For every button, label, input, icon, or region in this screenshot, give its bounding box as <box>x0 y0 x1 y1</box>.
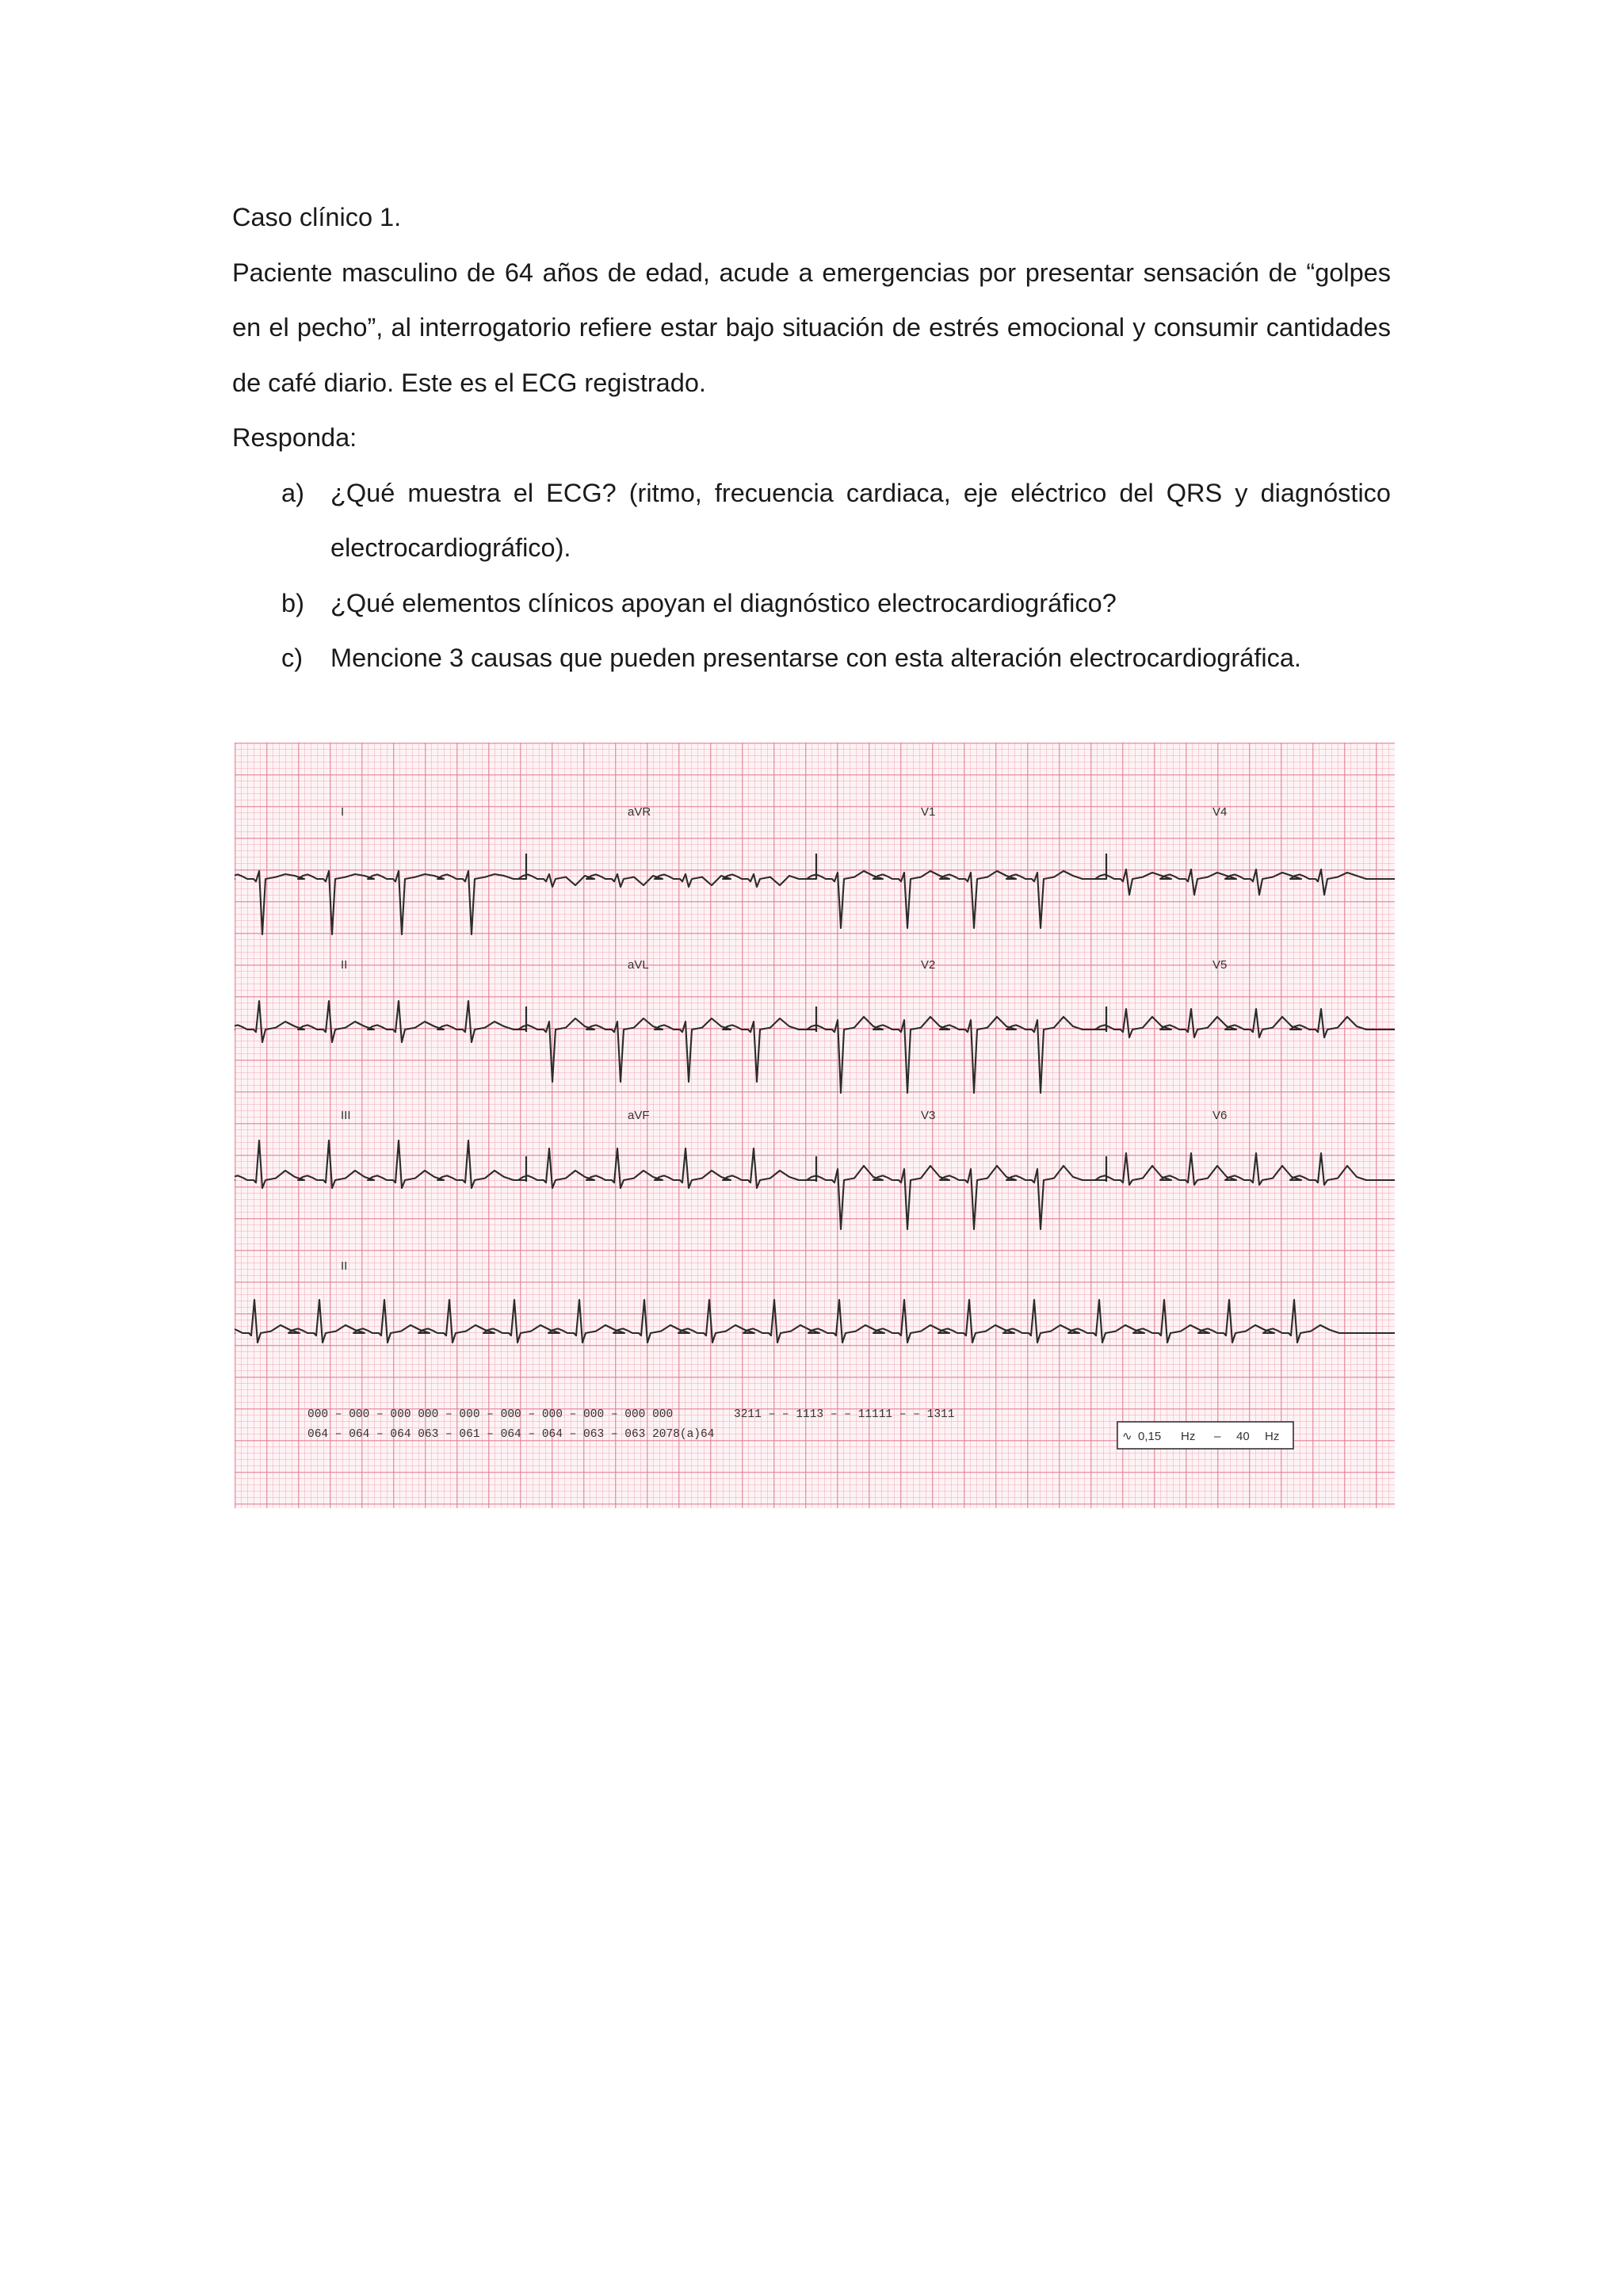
question-text: Mencione 3 causas que pueden presentarse con esta alteración electrocardiográfica. <box>330 644 1301 672</box>
filter-high-value: 40 <box>1236 1430 1250 1443</box>
question-item <box>232 576 1391 632</box>
case-title: Caso clínico 1. <box>232 203 402 231</box>
ecg-image <box>235 743 1395 1508</box>
instruction: Responda: <box>232 423 357 452</box>
lead-label-iii: III <box>341 1109 351 1122</box>
question-marker: c) <box>281 644 304 672</box>
lead-label-v1: V1 <box>921 805 936 819</box>
lead-label-v3: V3 <box>921 1109 936 1122</box>
filter-low-unit: Hz <box>1181 1430 1196 1443</box>
lead-label-avr: aVR <box>628 805 651 819</box>
question-marker: a) <box>281 478 304 507</box>
ecg-code-line-3: 3211 – – 1113 – – 11111 – – 1311 <box>734 1408 955 1421</box>
lead-label-avf: aVF <box>628 1109 650 1122</box>
filter-dash: – <box>1214 1430 1221 1443</box>
ecg-trace-row-4 <box>235 1300 1395 1343</box>
question-text: ¿Qué elementos clínicos apoyan el diagnóstico electrocardiográfico? <box>330 588 1117 617</box>
ecg-trace-row-2 <box>235 1001 1395 1093</box>
lead-label-i: I <box>341 805 345 819</box>
case-description: Paciente masculino de 64 años de edad, acude a emergencias por presentar sensación de “golpes en el pecho”, al interrogatorio refiere estar bajo situación de estrés emocional y consumir cantidades de café diario. Este es el ECG registrado. <box>232 258 1391 397</box>
question-item <box>232 631 1391 686</box>
ecg-trace-row-3 <box>235 1140 1395 1229</box>
lead-label-avl: aVL <box>628 958 649 972</box>
question-item <box>232 466 1391 576</box>
lead-separators <box>526 854 1106 1182</box>
lead-label-ii: II <box>341 958 348 972</box>
ecg-code-line-1: 000 – 000 – 000 000 – 000 – 000 – 000 – 000 – 000 000 <box>307 1408 674 1421</box>
lead-label-v2: V2 <box>921 958 936 972</box>
question-marker: b) <box>281 588 304 617</box>
case-text <box>232 190 1391 686</box>
filter-low-value: 0,15 <box>1138 1430 1162 1443</box>
lead-label-ii-rhythm: II <box>341 1259 348 1273</box>
filter-high-unit: Hz <box>1265 1430 1280 1443</box>
ecg-code-line-2: 064 – 064 – 064 063 – 061 – 064 – 064 – 063 – 063 2078(a)64 <box>307 1428 715 1441</box>
filter-symbol-icon: ∿ <box>1122 1430 1132 1443</box>
question-text: ¿Qué muestra el ECG? (ritmo, frecuencia cardiaca, eje eléctrico del QRS y diagnóstico electrocardiográfico). <box>330 478 1391 562</box>
lead-label-v6: V6 <box>1212 1109 1228 1122</box>
ecg-trace-row-1 <box>235 869 1395 934</box>
lead-label-v5: V5 <box>1212 958 1228 972</box>
question-list <box>232 466 1391 686</box>
ecg-tracing <box>235 743 1395 1508</box>
lead-label-v4: V4 <box>1212 805 1228 819</box>
